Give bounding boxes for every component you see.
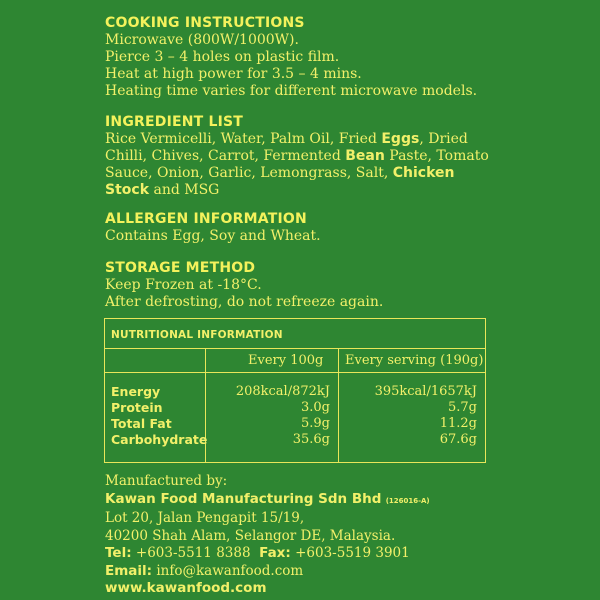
- ingredient-line: [105, 182, 489, 199]
- email-address: info@kawanfood.com: [152, 562, 304, 579]
- ingredient-line: [105, 148, 489, 165]
- column-per-100g: Every 100g: [248, 353, 324, 368]
- ingredient-heading: INGREDIENT LIST: [105, 114, 244, 130]
- allergen-heading: ALLERGEN INFORMATION: [105, 211, 307, 227]
- cooking-line: Heat at high power for 3.5 – 4 mins.: [105, 66, 362, 82]
- column-per-serving: Every serving (190g): [345, 353, 484, 368]
- allergen-section: [105, 210, 321, 245]
- ingredient-section: [105, 113, 489, 199]
- allergen-highlight: Stock: [105, 182, 150, 198]
- storage-heading: STORAGE METHOD: [105, 260, 256, 276]
- email-label: Email:: [105, 562, 153, 579]
- ingredient-text: , Dried: [419, 131, 468, 147]
- per-100g-value: 208kcal/872kJ: [235, 384, 330, 399]
- nutrition-heading: NUTRITIONAL INFORMATION: [111, 329, 283, 341]
- ingredient-text: Sauce, Onion, Garlic, Lemongrass, Salt,: [105, 165, 393, 181]
- cooking-line: Heating time varies for different microwave models.: [105, 83, 478, 99]
- cooking-section: [105, 14, 477, 100]
- nutrient-name: Carbohydrate: [111, 432, 208, 447]
- email-line: [105, 563, 430, 581]
- cooking-line: Microwave (800W/1000W).: [105, 32, 299, 48]
- manufacturer-section: [105, 473, 430, 598]
- per-serving-value: 11.2g: [439, 416, 477, 431]
- nutrition-column-headers: [105, 349, 485, 373]
- website: www.kawanfood.com: [105, 580, 267, 596]
- address-line: Lot 20, Jalan Pengapit 15/19,: [105, 510, 305, 526]
- nutrition-table: [104, 318, 486, 463]
- tel-label: Tel:: [105, 545, 132, 561]
- per-serving-value: 5.7g: [448, 400, 477, 415]
- allergen-highlight: Bean: [345, 148, 385, 164]
- per-serving-value: 67.6g: [439, 432, 477, 447]
- per-100g-value: 35.6g: [292, 432, 330, 447]
- per-serving-value: 395kcal/1657kJ: [374, 384, 477, 399]
- allergen-highlight: Eggs: [381, 131, 420, 147]
- column-divider: [338, 349, 339, 462]
- per-100g-value: 3.0g: [301, 400, 330, 415]
- nutrition-header: [105, 319, 485, 349]
- ingredient-text: and MSG: [149, 182, 220, 198]
- cooking-line: Pierce 3 – 4 holes on plastic film.: [105, 49, 340, 65]
- ingredient-line: [105, 165, 489, 182]
- cooking-heading: COOKING INSTRUCTIONS: [105, 15, 305, 31]
- company-line: [105, 491, 430, 511]
- address-line: 40200 Shah Alam, Selangor DE, Malaysia.: [105, 527, 396, 544]
- fax-label: Fax:: [259, 545, 291, 561]
- tel-number: +603-5511 8388: [131, 545, 251, 561]
- per-100g-value: 5.9g: [301, 416, 330, 431]
- ingredient-text: Paste, Tomato: [384, 148, 489, 164]
- allergen-text: Contains Egg, Soy and Wheat.: [105, 228, 321, 244]
- manufacturer-label: Manufactured by:: [105, 473, 228, 489]
- ingredient-line: [105, 131, 489, 148]
- nutrient-name: Energy: [111, 384, 161, 399]
- company-reg: (126016-A): [385, 496, 430, 505]
- ingredient-text: Rice Vermicelli, Water, Palm Oil, Fried: [105, 131, 382, 147]
- ingredient-text: Chilli, Chives, Carrot, Fermented: [105, 148, 346, 164]
- fax-number: +603-5519 3901: [290, 545, 410, 561]
- company-name: Kawan Food Manufacturing Sdn Bhd: [105, 490, 382, 507]
- storage-line: Keep Frozen at -18°C.: [105, 277, 262, 293]
- contact-line: [105, 545, 430, 563]
- nutrient-name: Total Fat: [111, 416, 172, 431]
- storage-line: After defrosting, do not refreeze again.: [105, 294, 384, 310]
- allergen-highlight: Chicken: [392, 165, 455, 181]
- storage-section: [105, 259, 383, 311]
- nutrient-name: Protein: [111, 400, 163, 415]
